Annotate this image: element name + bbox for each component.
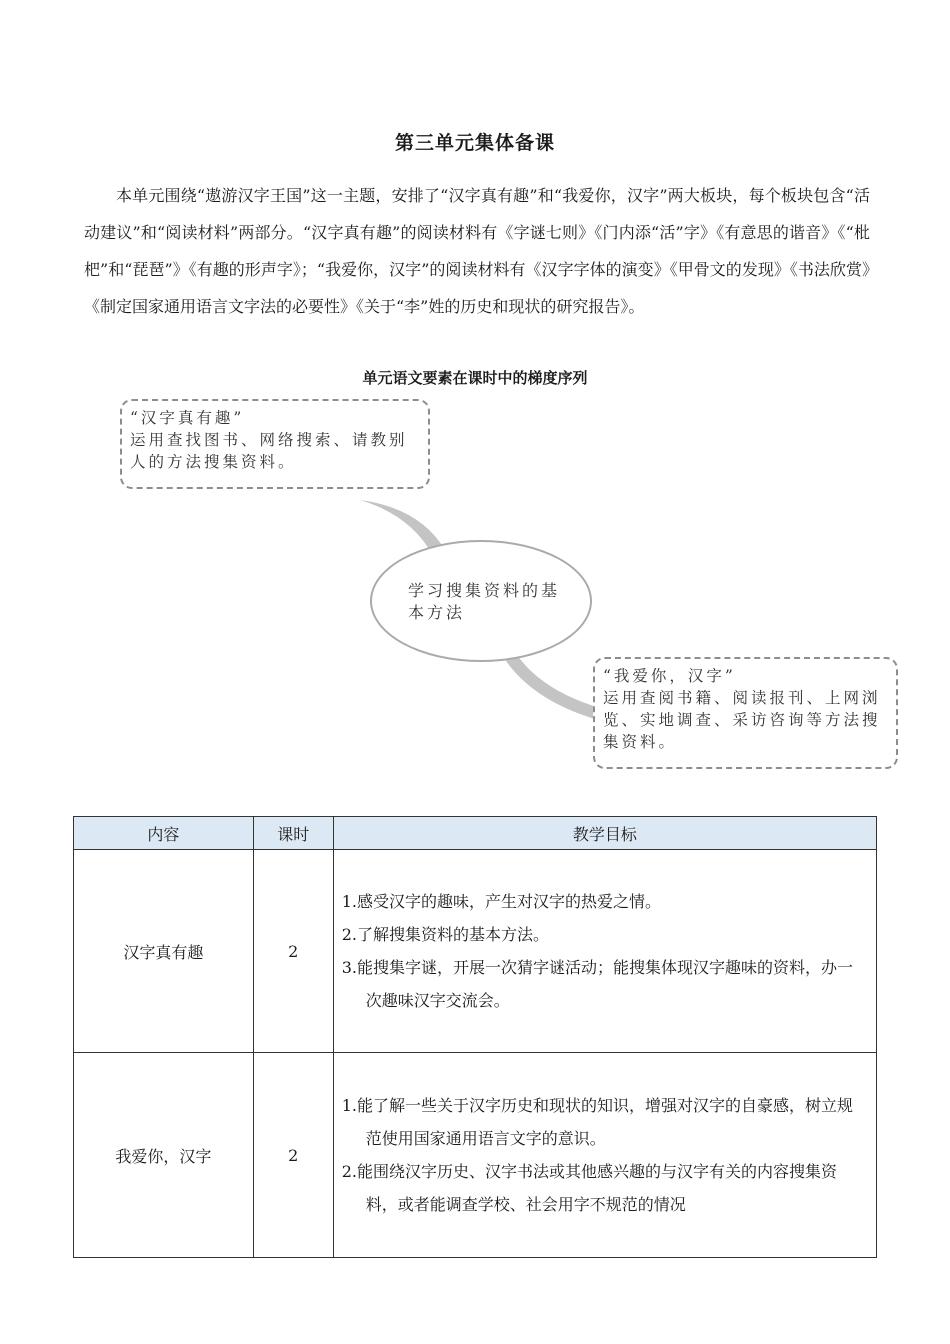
woaini-hanzi-box (593, 657, 898, 769)
goal-item: 3.能搜集字谜，开展一次猜字谜活动；能搜集体现汉字趣味的资料，办一次趣味汉字交流会。 (341, 958, 853, 1010)
box2-heading: “我爱你，汉字” (603, 667, 736, 685)
huanzi-zhenyouqu-box (120, 399, 430, 489)
header-content: 内容 (74, 817, 254, 850)
intro-paragraph: 本单元围绕“遨游汉字王国”这一主题，安排了“汉字真有趣”和“我爱你，汉字”两大板块，每个板块包含“活动建议”和“阅读材料”两部分。“汉字真有趣”的阅读材料有《字谜七则》《门内添“活”字》《有意思的谐音》《“枇杷”和“琵琶”》《有趣的形声字》；“我爱你，汉字”的阅读材料有《汉字字体的演变》《甲骨文的发现》《书法欣赏》《制定国家通用语言文字法的必要性》《关于“李”姓的历史和现状的研究报告》。 (84, 186, 870, 316)
goal-item: 2.了解搜集资料的基本方法。 (341, 925, 549, 944)
box1-heading: “汉字真有趣” (130, 409, 245, 427)
diagram-title: 单元语文要素在课时中的梯度序列 (362, 369, 588, 387)
row1-goals (333, 850, 876, 1053)
box2-text: 运用查阅书籍、阅读报刊、上网浏览、实地调查、采访咨询等方法搜集资料。 (603, 689, 881, 751)
header-hours: 课时 (253, 817, 333, 850)
row1-hours: 2 (253, 850, 333, 1053)
table-row (74, 1053, 877, 1258)
concept-diagram (0, 390, 950, 790)
row2-hours: 2 (253, 1053, 333, 1258)
goal-item: 1.感受汉字的趣味，产生对汉字的热爱之情。 (341, 892, 661, 911)
lesson-table (73, 816, 877, 1258)
goal-item: 2.能围绕汉字历史、汉字书法或其他感兴趣的与汉字有关的内容搜集资料，或者能调查学校、社会用字不规范的情况 (341, 1162, 837, 1214)
header-goals: 教学目标 (333, 817, 876, 850)
row2-content: 我爱你，汉字 (74, 1053, 254, 1258)
page-title: 第三单元集体备课 (394, 132, 555, 154)
goal-item: 1.能了解一些关于汉字历史和现状的知识，增强对汉字的自豪感，树立规范使用国家通用语言文字的意识。 (341, 1096, 853, 1148)
row1-content: 汉字真有趣 (74, 850, 254, 1053)
table-header-row (74, 817, 877, 850)
center-ellipse (370, 540, 592, 662)
table-row (74, 850, 877, 1053)
center-text: 学习搜集资料的基本方法 (408, 581, 561, 622)
row2-goals (333, 1053, 876, 1258)
box1-text: 运用查找图书、网络搜索、请教别人的方法搜集资料。 (130, 431, 408, 471)
connector-bottom (502, 652, 600, 720)
